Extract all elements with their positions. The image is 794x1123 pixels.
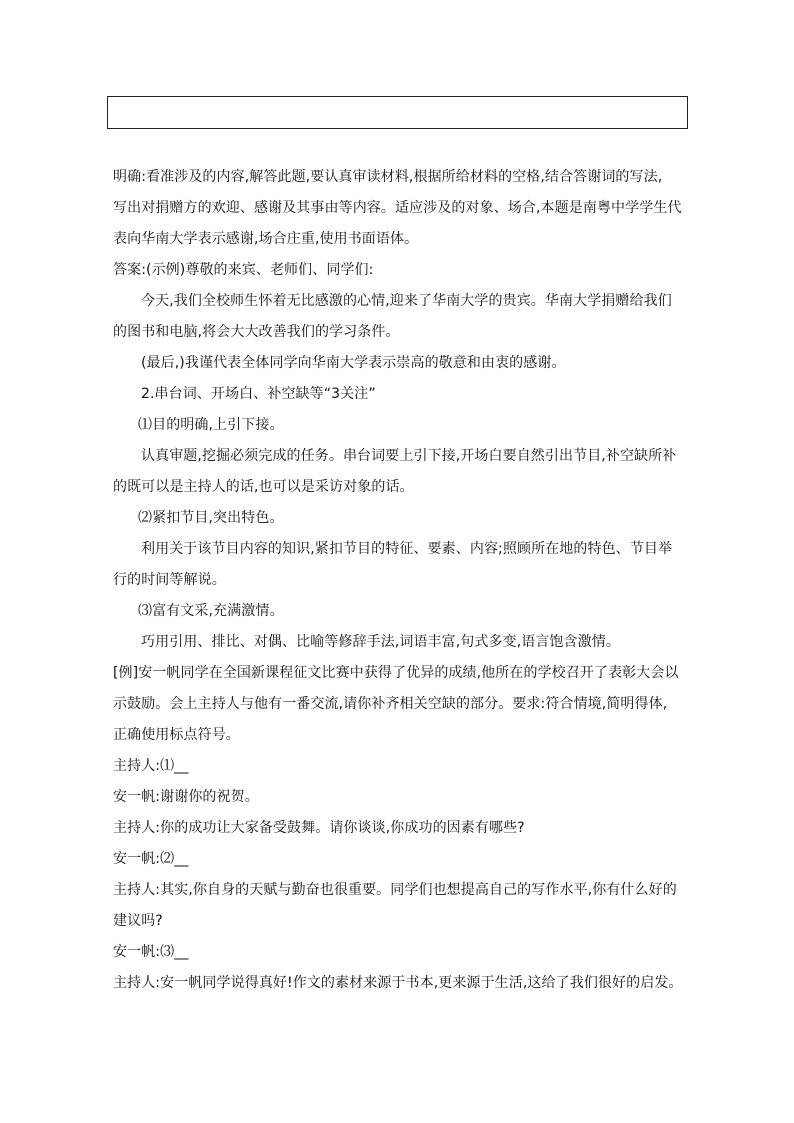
subsection-heading: ⑵紧扣节目,突出特色。 xyxy=(138,510,284,526)
text-line: 今天,我们全校师生怀着无比感激的心情,迎来了华南大学的贵宾。华南大学捐赠给我们 xyxy=(141,293,672,309)
text-line: 明确:看准涉及的内容,解答此题,要认真审读材料,根据所给材料的空格,结合答谢词的写法, xyxy=(113,169,663,185)
dialogue-line: 安一帆:⑵__ xyxy=(113,851,189,867)
text-line: 的既可以是主持人的话,也可以是采访对象的话。 xyxy=(113,479,414,495)
text-line: (最后,)我谨代表全体同学向华南大学表示崇高的敬意和由衷的感谢。 xyxy=(141,355,566,371)
dialogue-line: 主持人:⑴__ xyxy=(113,758,189,774)
text-line: 表向华南大学表示感谢,场合庄重,使用书面语体。 xyxy=(113,231,419,247)
text-line: 的图书和电脑,将会大大改善我们的学习条件。 xyxy=(113,324,400,340)
dialogue-line: 安一帆:⑶__ xyxy=(113,944,189,960)
text-line: 写出对捐赠方的欢迎、感谢及其事由等内容。适应涉及的对象、场合,本题是南粤中学学生代 xyxy=(113,200,682,216)
example-line: 正确使用标点符号。 xyxy=(113,727,240,743)
text-line: 行的时间等解说。 xyxy=(113,572,226,588)
dialogue-line: 主持人:其实,你自身的天赋与勤奋也很重要。同学们也想提高自己的写作水平,你有什么好的 xyxy=(113,882,677,898)
subsection-heading: ⑶富有文采,充满激情。 xyxy=(138,603,284,619)
section-heading: 2.串台词、开场白、补空缺等“3关注” xyxy=(141,386,376,402)
document-body xyxy=(113,162,688,999)
example-line: 示鼓励。会上主持人与他有一番交流,请你补齐相关空缺的部分。要求:符合情境,简明得体, xyxy=(113,696,668,712)
subsection-heading: ⑴目的明确,上引下接。 xyxy=(138,417,284,433)
example-line: [例]安一帆同学在全国新课程征文比赛中获得了优异的成绩,他所在的学校召开了表彰大会以 xyxy=(113,665,679,681)
text-line: 认真审题,挖掘必须完成的任务。串台词要上引下接,开场白要自然引出节目,补空缺所补 xyxy=(141,448,677,464)
dialogue-line: 主持人:你的成功让大家备受鼓舞。请你谈谈,你成功的因素有哪些? xyxy=(113,820,525,836)
dialogue-line: 主持人:安一帆同学说得真好!作文的素材来源于书本,更来源于生活,这给了我们很好的启发。 xyxy=(113,975,683,991)
answer-box xyxy=(107,96,688,129)
answer-heading: 答案:(示例)尊敬的来宾、老师们、同学们: xyxy=(113,262,374,278)
text-line: 利用关于该节目内容的知识,紧扣节目的特征、要素、内容;照顾所在地的特色、节目举 xyxy=(141,541,673,557)
dialogue-line: 安一帆:谢谢你的祝贺。 xyxy=(113,789,259,805)
text-line: 巧用引用、排比、对偶、比喻等修辞手法,词语丰富,句式多变,语言饱含激情。 xyxy=(141,634,620,650)
dialogue-line: 建议吗? xyxy=(113,913,163,929)
